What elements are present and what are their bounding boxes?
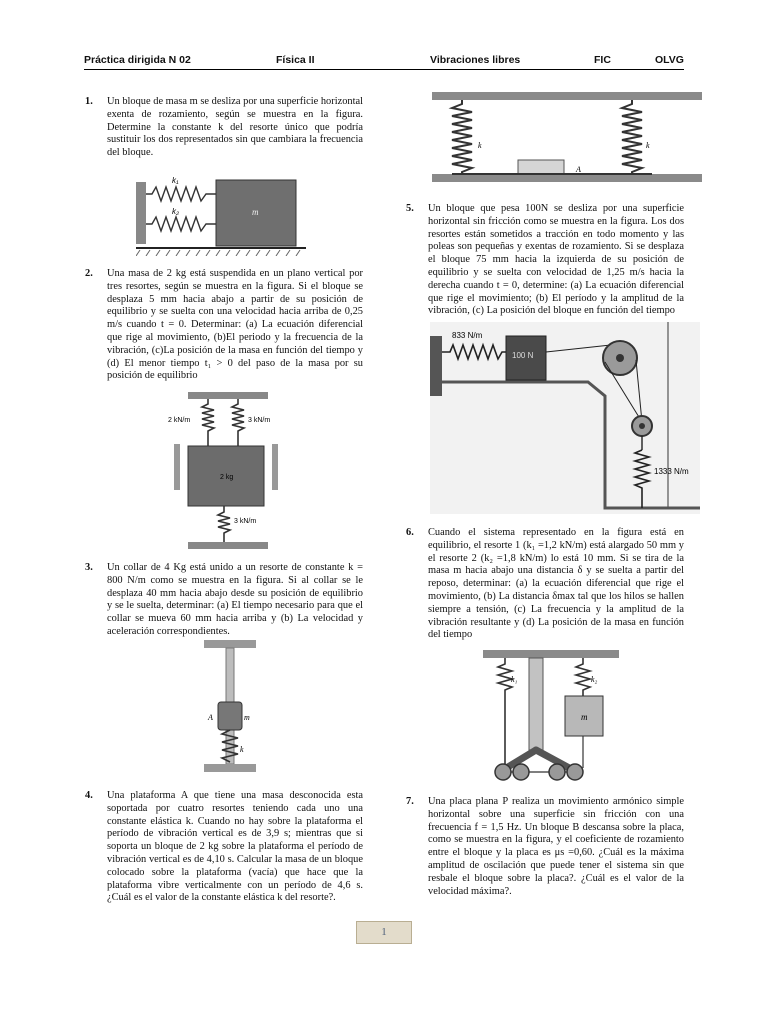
floor: [432, 174, 702, 182]
figure-5: [430, 322, 700, 514]
figure-4: [432, 92, 702, 188]
spring-k1: [498, 658, 512, 768]
header-author: OLVG: [655, 54, 684, 66]
problem-number: 6.: [406, 527, 414, 538]
problem-1: [85, 96, 363, 160]
center-support: [529, 658, 543, 750]
problem-text: Cuando el sistema representado en la figura está en equilibrio, el resorte 1 (k₁ =1,2 kN/m) está alargado 50 mm y el resorte 2 (k₂ =1,8 kN/m) lo está 10 mm. Si se tira de la masa m hacia abajo una distancia δ y se suelta a partir del reposo, determinar: (a) la ecuación diferencial que rige el movimiento, (b) La distancia δmax tal que los hilos se hallen siempre a tensión, (c) La frecuencia y la amplitud de la vibración resultante y (d) La posición de la masa en función del tiempo: [428, 527, 684, 641]
pulley-bottom-axle: [639, 423, 645, 429]
header-title: Práctica dirigida N 02: [84, 54, 191, 66]
label-bottom-spring: 3 kN/m: [234, 518, 257, 525]
problem-number: 1.: [85, 96, 93, 107]
problem-text: Una placa plana P realiza un movimiento armónico simple horizontal sobre una superficie sin fricción con una frecuencia f = 1,5 Hz. Un bloque B descansa sobre la placa, como se muestra en la figura, y el coeficiente de rozamiento entre el bloque y la placa es μs =0,60. ¿Cuál es la máxima amplitud de oscilación que puede tener el sistema sin que resbale el bloque sobre la placa?. ¿Cuál es el valor de la velocidad máxima?.: [428, 796, 684, 897]
problem-6: [406, 527, 684, 642]
label-hanging-spring: 1333 N/m: [654, 467, 689, 476]
label-k1: k₁: [172, 176, 179, 185]
figure-6-drawing: [483, 650, 619, 786]
figure-1: [136, 170, 306, 256]
problem-text: Un bloque de masa m se desliza por una superficie horizontal exenta de rozamiento, según se muestra en la figura. Determine la constante k del resorte único que podría sustituir los dos representados sin que cambiara la frecuencia del bloque.: [107, 96, 363, 159]
problem-text: Un collar de 4 Kg está unido a un resorte de constante k = 800 N/m como se muestra en la figura. Si al collar se le desplaza 40 mm hacia abajo desde su posición de equilibrio y se le suelta, determinar: (a) El tiempo necesario para que el collar se mueva 60 mm hacia arriba y (b) La velocidad y aceleración correspondientes.: [107, 562, 363, 637]
guide-right: [272, 444, 278, 490]
floor: [188, 542, 268, 549]
problem-text: Una masa de 2 kg está suspendida en un plano vertical por tres resortes, según se muestra en la figura. Si el bloque se desplaza 5 mm hacia abajo a partir de su posición de equilibrio y se suelta con una velocidad hacia arriba de 0,25 m/s cuando t = 0. Determinar: (a) La ecuación diferencial que rige al movimiento, (b)El periodo y la frecuencia de la vibración, (c)La posición de la masa en función del tiempo y (d) El menor tiempo t₁ > 0 del paso de la masa por su posición de equilibrio: [107, 268, 363, 382]
spring-k2: [576, 658, 590, 696]
spring-left: [452, 100, 472, 174]
label-k2: k₂: [172, 207, 180, 216]
problem-5: [406, 203, 684, 318]
spring-left: [202, 399, 214, 446]
figure-6: [483, 650, 619, 786]
label-spring: k: [240, 745, 244, 754]
page-number: 1: [356, 921, 412, 944]
wall: [430, 336, 442, 396]
spring-right: [622, 100, 642, 174]
problem-number: 2.: [85, 268, 93, 279]
pulley-right-2: [567, 764, 583, 780]
spring-right: [232, 399, 244, 446]
pulley-right-1: [549, 764, 565, 780]
figure-1-drawing: [136, 170, 306, 256]
ceiling: [483, 650, 619, 658]
figure-3-drawing: [200, 640, 260, 772]
label-left-spring: 2 kN/m: [168, 417, 191, 424]
label-k2: k₂: [591, 675, 598, 684]
header-topic: Vibraciones libres: [430, 54, 521, 66]
figure-4-drawing: [432, 92, 702, 188]
spring-k2: [146, 217, 216, 231]
label-mass: 2 kg: [220, 474, 234, 481]
problem-number: 4.: [85, 790, 93, 801]
figure-2: [168, 392, 288, 552]
pulley-left-1: [495, 764, 511, 780]
header-faculty: FIC: [594, 54, 611, 66]
label-platform: A: [576, 165, 581, 174]
problem-number: 5.: [406, 203, 414, 214]
label-block: 100 N: [512, 351, 534, 360]
label-collar: A: [208, 713, 213, 722]
block-on-platform: [518, 160, 564, 174]
label-left-spring: k: [478, 141, 482, 150]
page-header: [84, 54, 684, 70]
wall: [136, 182, 146, 244]
header-rule: [84, 69, 684, 70]
ceiling: [432, 92, 702, 100]
figure-3: [200, 640, 260, 772]
pulley-top-axle: [616, 354, 624, 362]
label-right-spring: 3 kN/m: [248, 417, 271, 424]
support-bottom: [204, 764, 256, 772]
support-top: [204, 640, 256, 648]
collar: [218, 702, 242, 730]
problem-2: [85, 268, 363, 383]
problem-number: 3.: [85, 562, 93, 573]
problem-text: Una plataforma A que tiene una masa desconocida esta soportada por cuatro resortes teniendo cada uno una constante elástica k. Cuando no hay sobre la plataforma el período de vibración vertical es de 3,9 s; mientras que si soporta un bloque de 2 kg sobre la plataforma el período de vibración vertical es de 4,10 s. Calcular la masa de un bloque colocado sobre la plataforma (vacía) que hace que la plataforma vibre verticalmente con un período de 4,6 s. ¿Cuál es el valor de la constante elástica k del resorte?.: [107, 790, 363, 904]
label-top-spring: 833 N/m: [452, 331, 483, 340]
problem-7: [406, 796, 684, 898]
label-mass: m: [252, 207, 259, 217]
pulley-left-2: [513, 764, 529, 780]
guide-left: [174, 444, 180, 490]
figure-2-drawing: [168, 392, 288, 552]
label-mass: m: [244, 713, 250, 722]
problem-3: [85, 562, 363, 639]
spring-k1: [146, 187, 216, 201]
problem-4: [85, 790, 363, 905]
problem-number: 7.: [406, 796, 414, 807]
ceiling: [188, 392, 268, 399]
problem-text: Un bloque que pesa 100N se desliza por una superficie horizontal sin fricción como se muestra en la figura. Los dos resortes están sometidos a tracción en todo momento y las poleas son pequeñas y exentas de rozamiento. Si se desplaza el bloque 75 mm hacia la izquierda de su posición de equilibrio y se suelta con velocidad de 1,25 m/s hacia la derecha cuando t = 0, determine: (a) La ecuación diferencial que rige el movimiento; (b) El período y la amplitud de la vibración, (c) La posición del bloque en función del tiempo: [428, 203, 684, 317]
label-mass: m: [581, 712, 588, 722]
figure-5-drawing: [430, 322, 700, 514]
label-k1: k₁: [511, 675, 518, 684]
spring-bottom: [218, 506, 230, 542]
label-right-spring: k: [646, 141, 650, 150]
header-course: Física II: [276, 54, 315, 66]
